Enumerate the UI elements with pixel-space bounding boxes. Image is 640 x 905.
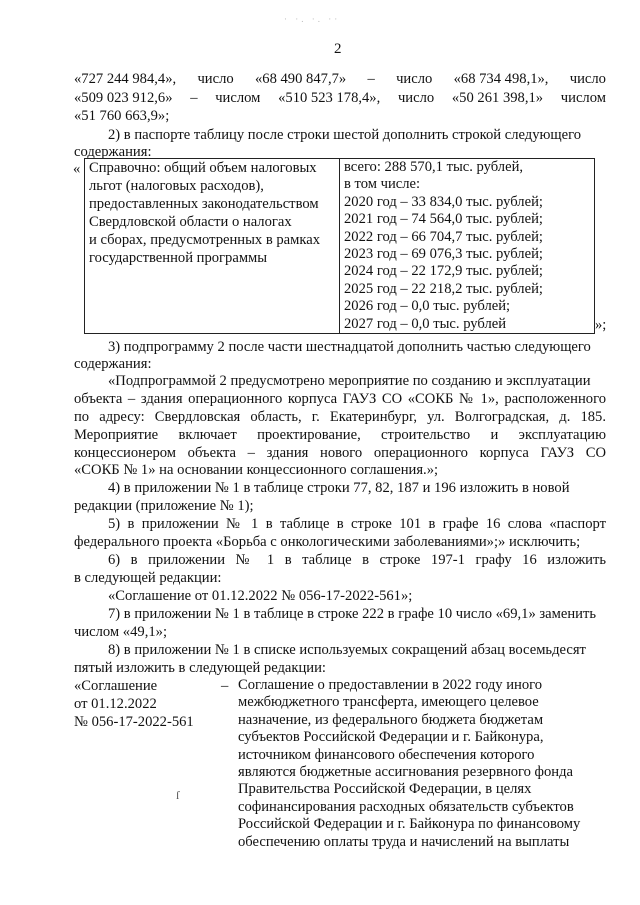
definition-dash: – xyxy=(221,678,229,694)
page-number: 2 xyxy=(334,41,342,57)
table-left-cell: Справочно: общий объем налоговых льгот (налоговых расходов), предоставленных законодательством Свердловской области о налогах и сборах, предусмотренных в рамках государственной программы xyxy=(85,159,340,334)
item8-line1: 8) в приложении № 1 в списке используемых сокращений абзац восемьдесят xyxy=(108,642,586,658)
intro-line-1: «727 244 984,4», число «68 490 847,7» – число «68 734 498,1», число xyxy=(74,71,606,87)
item2-line2: содержания: xyxy=(74,144,152,160)
table-close-quote: »; xyxy=(595,317,607,333)
margin-mark: ſ xyxy=(176,788,180,802)
item3-line1: 3) подпрограмму 2 после части шестнадцатой дополнить частью следующего xyxy=(108,339,591,355)
quote-line-5: концессионером объекта – здания нового операционного корпуса ГАУЗ СО xyxy=(74,445,606,461)
intro-line-3: «51 760 663,9»; xyxy=(74,108,170,124)
quote-line-2: объекта – здания операционного корпуса ГАУЗ СО «СОКБ № 1», расположенного xyxy=(74,391,606,407)
quote-line-3: по адресу: Свердловская область, г. Екатеринбург, ул. Волгоградская, д. 185. xyxy=(74,409,606,425)
intro-line-2: «509 023 912,6» – числом «510 523 178,4», число «50 261 398,1» числом xyxy=(74,90,606,106)
quote-line-4: Мероприятие включает проектирование, строительство и эксплуатацию xyxy=(74,427,606,443)
item5-line2: федерального проекта «Борьба с онкологическими заболеваниями»;» исключить; xyxy=(74,534,581,550)
item4-line1: 4) в приложении № 1 в таблице строки 77, 82, 187 и 196 изложить в новой xyxy=(108,480,570,496)
item4-line2: редакции (приложение № 1); xyxy=(74,498,254,514)
item7-line2: числом «49,1»; xyxy=(74,624,167,640)
quote-line-1: «Подпрограммой 2 предусмотрено мероприятие по созданию и эксплуатации xyxy=(108,373,591,389)
tax-benefits-table xyxy=(84,158,595,334)
scan-artifact: · ·. ·. ·· xyxy=(284,14,341,24)
table-right-cell: всего: 288 570,1 тыс. рублей, в том числе: 2020 год – 33 834,0 тыс. рублей; 2021 год – 74 564,0 тыс. рублей; 2022 год – 66 704,7 тыс. рублей; 2023 год – 69 076,3 тыс. рублей; 2024 год – 22 172,9 тыс. рублей; 2025 год – 22 218,2 тыс. рублей; 2026 год – 0,0 тыс. рублей; 2027 год – 0,0 тыс. рублей xyxy=(340,159,595,334)
table-open-quote: « xyxy=(73,161,81,177)
item7-line1: 7) в приложении № 1 в таблице в строке 222 в графе 10 число «69,1» заменить xyxy=(108,606,597,622)
item3-line2: содержания: xyxy=(74,356,152,372)
quote-line-6: «СОКБ № 1» на основании концессионного соглашения.»; xyxy=(74,462,439,478)
table-row xyxy=(85,159,595,334)
item6-line1: 6) в приложении № 1 в таблице в строке 197-1 графу 16 изложить xyxy=(108,552,606,568)
definition-term: «Соглашение от 01.12.2022 № 056-17-2022-561 xyxy=(74,678,194,730)
item5-line1: 5) в приложении № 1 в таблице в строке 101 в графе 16 слова «паспорт xyxy=(108,516,606,532)
item8-line2: пятый изложить в следующей редакции: xyxy=(74,660,326,676)
definition-body: Соглашение о предоставлении в 2022 году иного межбюджетного трансферта, имеющего целевое назначение, из федерального бюджета бюджетам субъектов Российской Федерации и г. Байконура, источником финансового обеспечения которого являются бюджетные ассигнования резервного фонда Правительства Российской Федерации, в целях софинансирования расходных обязательств субъектов Российской Федерации и г. Байконура по финансовому обеспечению оплаты труда и начислений на выплаты xyxy=(238,677,581,850)
item2-line1: 2) в паспорте таблицу после строки шестой дополнить строкой следующего xyxy=(108,127,582,143)
item6-line3: «Соглашение от 01.12.2022 № 056-17-2022-561»; xyxy=(108,588,413,604)
item6-line2: в следующей редакции: xyxy=(74,570,222,586)
